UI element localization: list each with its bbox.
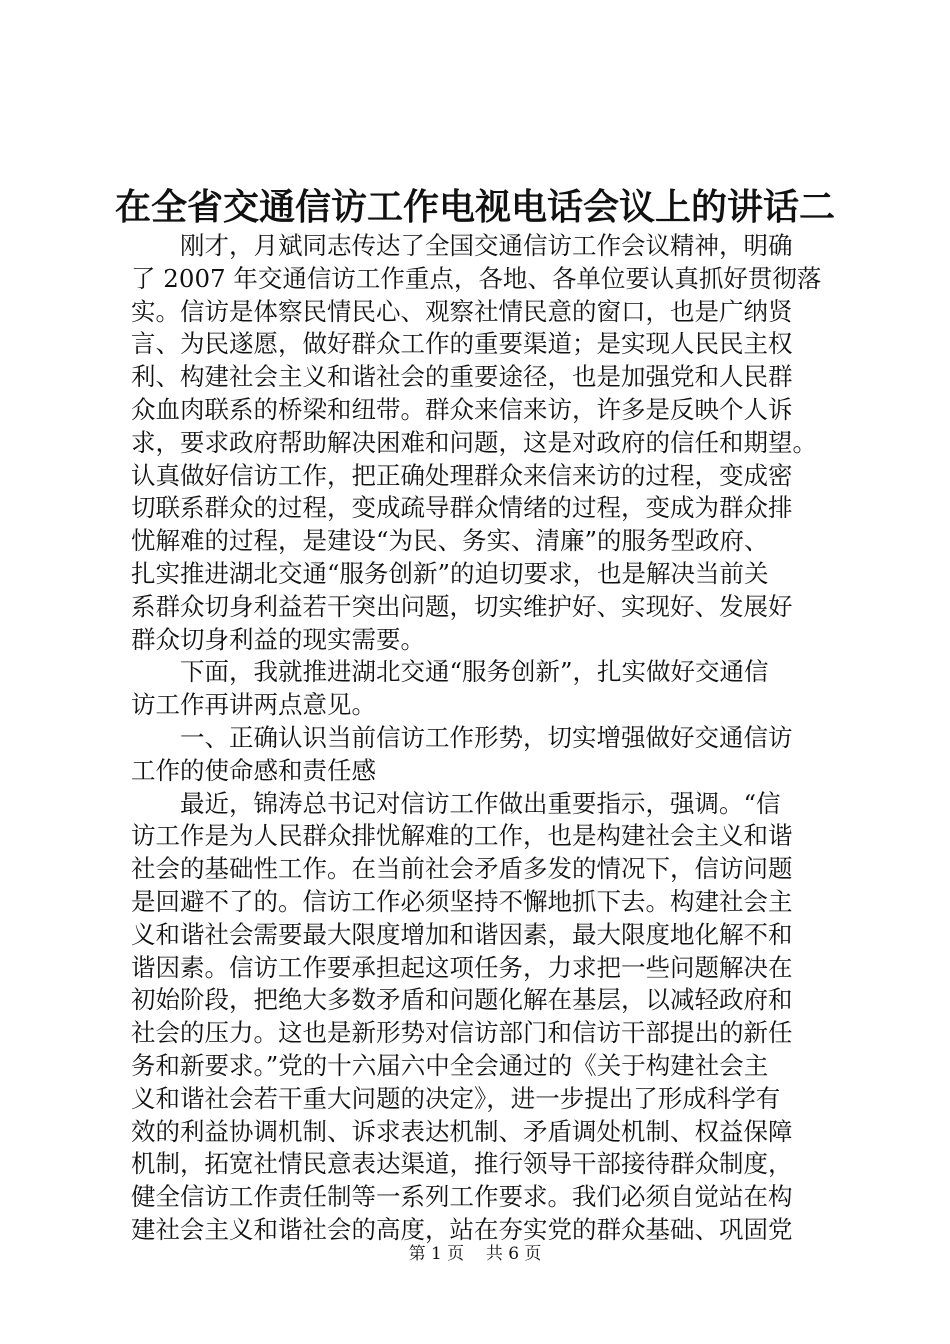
text-line: 刚才，月斌同志传达了全国交通信访工作会议精神，明确 (131, 231, 793, 260)
text-line: 认真做好信访工作，把正确处理群众来信来访的过程，变成密 (131, 460, 793, 490)
text-line: 社会的基础性工作。在当前社会矛盾多发的情况下，信访问题 (131, 854, 793, 884)
text-line: 忧解难的过程，是建设“为民、务实、清廉”的服务型政府、 (131, 526, 769, 556)
text-line: 实。信访是体察民情民心、观察社情民意的窗口，也是广纳贤 (131, 296, 793, 326)
text-line: 利、构建社会主义和谐社会的重要途径，也是加强党和人民群 (131, 362, 793, 392)
text-line: 下面，我就推进湖北交通“服务创新”，扎实做好交通信 (131, 657, 769, 687)
text-line: 社会的压力。这也是新形势对信访部门和信访干部提出的新任 (131, 1018, 793, 1048)
document-title: 在全省交通信访工作电视电话会议上的讲话二 (114, 186, 835, 228)
text-line: 最近，锦涛总书记对信访工作做出重要指示，强调。“信 (131, 788, 781, 818)
text-line: 务和新要求。”党的十六届六中全会通过的《关于构建社会主 (131, 1050, 769, 1080)
text-line: 系群众切身利益若干突出问题，切实维护好、实现好、发展好 (131, 591, 793, 621)
text-line: 言、为民遂愿，做好群众工作的重要渠道；是实现人民民主权 (131, 329, 793, 359)
document-body (131, 230, 831, 1247)
text-line: 访工作再讲两点意见。 (131, 690, 376, 720)
page-number: 第 1 页 (408, 1244, 465, 1264)
page-spacer (470, 1242, 481, 1266)
text-line: 效的利益协调机制、诉求表达机制、矛盾调处机制、权益保障 (131, 1116, 793, 1146)
text-line: 义和谐社会需要最大限度增加和谐因素，最大限度地化解不和 (131, 919, 793, 949)
page-total: 共 6 页 (485, 1244, 542, 1264)
text-line: 机制，拓宽社情民意表达渠道，推行领导干部接待群众制度， (131, 1149, 793, 1179)
text-line: 初始阶段，把绝大多数矛盾和问题化解在基层，以减轻政府和 (131, 985, 793, 1015)
text-line: 群众切身利益的现实需要。 (131, 624, 425, 654)
text-line: 众血肉联系的桥梁和纽带。群众来信来访，许多是反映个人诉 (131, 394, 793, 424)
text-line: 访工作是为人民群众排忧解难的工作，也是构建社会主义和谐 (131, 821, 793, 851)
text-line: 切联系群众的过程，变成疏导群众情绪的过程，变成为群众排 (131, 493, 793, 523)
text-line: 求，要求政府帮助解决困难和问题，这是对政府的信任和期望。 (131, 427, 817, 457)
text-line: 工作的使命感和责任感 (131, 755, 376, 785)
page-footer (0, 1242, 950, 1266)
text-line: 一、正确认识当前信访工作形势，切实增强做好交通信访 (131, 722, 793, 752)
text-line: 建社会主义和谐社会的高度，站在夯实党的群众基础、巩固党 (131, 1214, 793, 1244)
text-line: 谐因素。信访工作要承担起这项任务，力求把一些问题解决在 (131, 952, 793, 982)
text-line: 义和谐社会若干重大问题的决定》，进一步提出了形成科学有 (131, 1083, 781, 1113)
text-line: 健全信访工作责任制等一系列工作要求。我们必须自觉站在构 (131, 1182, 793, 1212)
text-line: 是回避不了的。信访工作必须坚持不懈地抓下去。构建社会主 (131, 886, 793, 916)
text-line: 扎实推进湖北交通“服务创新”的迫切要求，也是解决当前关 (131, 558, 769, 588)
text-line: 了 2007 年交通信访工作重点，各地、各单位要认真抓好贯彻落 (131, 263, 822, 293)
